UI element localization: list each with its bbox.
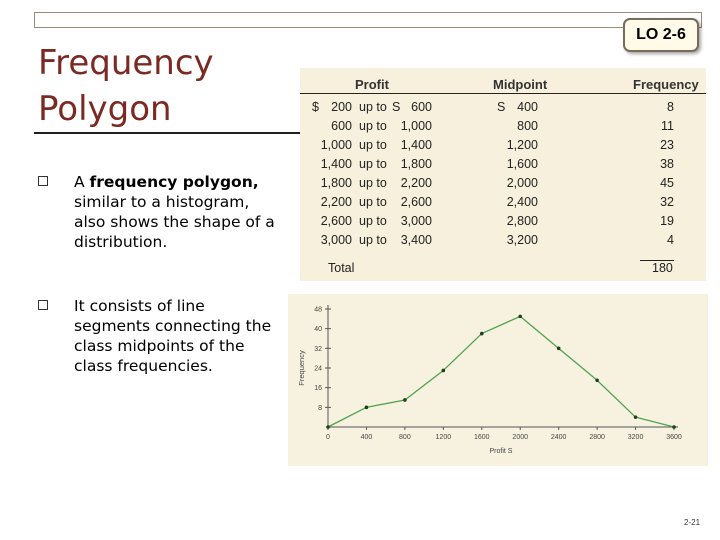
y-tick-label: 32	[314, 345, 322, 353]
bullet-prefix: A	[74, 173, 90, 191]
range-from: 3,000	[320, 233, 352, 247]
polygon-segment	[443, 334, 481, 371]
x-tick-label: 1600	[473, 434, 490, 441]
polygon-segment	[405, 370, 443, 400]
data-point	[403, 398, 407, 402]
x-axis-label: Profit S	[489, 448, 513, 455]
polygon-segment	[328, 407, 366, 427]
table-total-row	[300, 261, 706, 280]
polygon-segment	[636, 417, 674, 427]
x-tick-label: 3600	[666, 434, 682, 441]
y-axis-label: Frequency	[297, 350, 306, 386]
x-tick-label: 800	[399, 434, 411, 441]
range-to: 3,000	[400, 214, 432, 228]
total-value: 180	[652, 261, 673, 275]
title-line-1: Frequency	[38, 43, 214, 83]
up-to-label: up to	[359, 157, 387, 171]
x-tick-label: 1200	[435, 434, 452, 441]
square-bullet-icon	[38, 176, 48, 186]
range-to: 3,400	[400, 233, 432, 247]
header-profit: Profit	[355, 77, 389, 92]
frequency-value: 4	[667, 233, 674, 247]
range-from: 1,800	[320, 176, 352, 190]
up-to-label: up to	[359, 233, 387, 247]
midpoint-value: 2,800	[506, 214, 538, 228]
up-to-label: up to	[359, 195, 387, 209]
data-point	[442, 369, 446, 373]
range-from: 1,000	[320, 138, 352, 152]
y-tick-label: 8	[318, 404, 322, 412]
polygon-segment	[559, 348, 597, 380]
x-tick-label: 2000	[512, 434, 529, 441]
midpoint-value: 800	[517, 119, 538, 133]
bullet-point-1	[38, 172, 278, 252]
square-bullet-icon	[38, 300, 48, 310]
bullet-point-2	[38, 296, 278, 376]
range-from: 600	[331, 119, 352, 133]
midpoint-value: 2,000	[506, 176, 538, 190]
header-frequency: Frequency	[633, 77, 699, 92]
currency-sign: $	[312, 100, 319, 114]
frequency-value: 32	[660, 195, 674, 209]
bullet-bold-term: frequency polygon,	[89, 173, 259, 191]
polygon-segment	[520, 316, 558, 348]
data-point	[634, 415, 638, 419]
table-row	[300, 157, 706, 176]
bullet-text	[74, 172, 278, 252]
table-row	[300, 195, 706, 214]
range-to: 1,800	[400, 157, 432, 171]
range-to: 600	[411, 100, 432, 114]
range-to: 1,400	[400, 138, 432, 152]
up-to-label: up to	[359, 214, 387, 228]
x-tick-label: 400	[360, 434, 373, 441]
up-to-label: up to	[359, 176, 387, 190]
frequency-value: 23	[660, 138, 674, 152]
x-tick-label: 3200	[627, 434, 644, 441]
data-point	[557, 347, 561, 351]
data-point	[326, 425, 330, 429]
frequency-polygon-chart	[288, 294, 708, 466]
table-row	[300, 233, 706, 252]
range-to: 2,200	[400, 176, 432, 190]
midpoint-value: 3,200	[506, 233, 538, 247]
range-to: 1,000	[400, 119, 432, 133]
chart-svg	[288, 294, 708, 466]
y-tick-label: 24	[314, 365, 322, 373]
bullet-text: It consists of line segments connecting the class midpoints of the class frequencies.	[74, 297, 272, 375]
x-tick-label: 0	[326, 434, 330, 441]
frequency-value: 11	[661, 119, 674, 133]
frequency-value: 8	[667, 100, 674, 114]
title-divider	[34, 132, 304, 134]
slide-title	[38, 40, 288, 132]
table-row	[300, 176, 706, 195]
title-line-2: Polygon	[38, 89, 172, 129]
midpoint-value: 1,600	[506, 157, 538, 171]
data-point	[365, 406, 369, 410]
up-to-label: up to	[359, 100, 387, 114]
table-header	[300, 68, 706, 94]
bullet-rest: similar to a histogram, also shows the shape of a distribution.	[74, 193, 275, 251]
frequency-value: 19	[660, 214, 674, 228]
table-row	[300, 138, 706, 157]
polygon-segment	[597, 380, 635, 417]
data-point	[672, 425, 676, 429]
up-to-label: up to	[359, 119, 387, 133]
range-from: 1,400	[320, 157, 352, 171]
data-point	[480, 332, 484, 336]
range-to: 2,600	[400, 195, 432, 209]
up-to-label: up to	[359, 138, 387, 152]
polygon-segment	[482, 316, 520, 333]
y-tick-label: 40	[314, 326, 322, 334]
currency-sign: S	[497, 100, 506, 114]
range-from: 2,600	[320, 214, 352, 228]
frequency-table	[300, 68, 706, 281]
total-label: Total	[328, 261, 355, 275]
midpoint-value: 1,200	[506, 138, 538, 152]
frequency-value: 45	[660, 176, 674, 190]
range-from: 2,200	[320, 195, 352, 209]
x-tick-label: 2400	[550, 434, 567, 441]
data-point	[595, 378, 599, 382]
frequency-value: 38	[660, 157, 674, 171]
currency-sign: S	[392, 100, 401, 114]
header-midpoint: Midpoint	[493, 77, 548, 92]
data-point	[518, 315, 522, 319]
x-tick-label: 2800	[589, 434, 605, 441]
learning-objective-badge: LO 2-6	[623, 18, 699, 52]
page-number: 2-21	[684, 518, 701, 527]
polygon-segment	[366, 400, 404, 407]
slide-header-bar	[34, 12, 702, 28]
table-row	[300, 100, 706, 119]
table-row	[300, 214, 706, 233]
midpoint-value: 2,400	[506, 195, 538, 209]
y-tick-label: 48	[314, 306, 322, 314]
midpoint-value: 400	[517, 100, 538, 114]
y-tick-label: 16	[314, 385, 322, 393]
table-row	[300, 119, 706, 138]
range-from: 200	[331, 100, 352, 114]
